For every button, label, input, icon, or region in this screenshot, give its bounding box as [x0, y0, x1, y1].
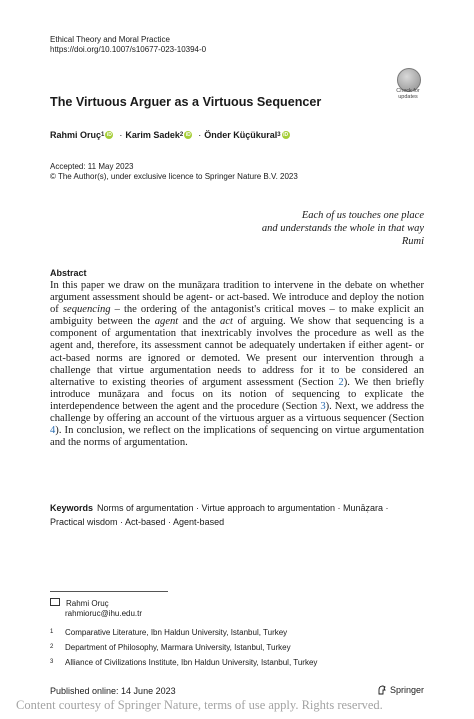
correspondence-name: Rahmi Oruç	[66, 599, 109, 608]
epigraph-line: and understands the whole in that way	[261, 223, 424, 234]
keywords-text: Norms of argumentation · Virtue approach to argumentation · Munāẓara · Practical wisdom · Act-based · Agent-based	[50, 503, 389, 527]
author-name[interactable]: Karim Sadek	[125, 130, 180, 140]
epigraph-attribution: Rumi	[401, 236, 424, 247]
envelope-icon	[50, 598, 60, 606]
author-affiliation-number: 3	[277, 132, 281, 138]
affiliation-number: 3	[50, 659, 54, 665]
correspondence	[50, 598, 109, 609]
footer-notice: Content courtesy of Springer Nature, terms of use apply. Rights reserved.	[16, 698, 383, 712]
journal-name: Ethical Theory and Moral Practice	[50, 35, 170, 44]
article-dates	[50, 162, 298, 182]
keywords	[50, 501, 424, 529]
author-separator: ·	[198, 130, 202, 140]
section-link[interactable]: 2	[338, 376, 344, 388]
affiliation	[50, 643, 291, 652]
author-affiliation-number: 1	[101, 132, 105, 138]
badge-line2: updates	[398, 94, 418, 100]
keywords-label: Keywords	[50, 503, 94, 513]
orcid-icon[interactable]: iD	[185, 132, 191, 138]
affiliation-text: Department of Philosophy, Marmara University, Istanbul, Turkey	[65, 643, 291, 652]
section-link[interactable]: 4	[50, 425, 56, 437]
abstract-text: ). In conclusion, we reflect on the implications of sequencing on virtue argumentation and the norms of argumentation.	[50, 425, 424, 449]
affiliation-number: 2	[50, 644, 54, 650]
abstract-text: ). Next, we address the challenge by offering an account of the virtuous arguer as a virtuous sequencer (Section	[50, 400, 425, 425]
springer-logo	[377, 685, 424, 695]
author-separator: ·	[119, 130, 123, 140]
abstract-text: and the	[178, 316, 221, 328]
author-name[interactable]: Rahmi Oruç	[50, 130, 102, 140]
abstract-text: ). We then briefly introduce munāẓara and focus on its notion of sequencing to explicate the interdependence between the agent and the procedure (Section	[50, 376, 425, 412]
section-link[interactable]: 3	[320, 400, 326, 412]
accepted-date: Accepted: 11 May 2023	[50, 162, 134, 171]
affiliation-text: Comparative Literature, Ibn Haldun University, Istanbul, Turkey	[65, 628, 288, 637]
publisher-name: Springer	[390, 685, 425, 695]
author-list	[50, 130, 293, 140]
affiliation	[50, 658, 317, 667]
affiliation-number: 1	[50, 629, 54, 635]
springer-horse-icon	[377, 685, 387, 695]
abstract-text: – the ordering of the antagonist's critical moves – to make explicit an ambiguity between the	[50, 304, 424, 328]
copyright-notice: © The Author(s), under exclusive licence to Springer Nature B.V. 2023	[50, 172, 298, 181]
abstract-text: of arguing. We show that sequencing is a component of argumentation that inextricably involves the procedure as well as the agent and, therefore, its assessment cannot be adequately undertaken if either agent- or act-based norms are ignored or demoted. We present our intervention through a challenge that virtue argumentation needs to address for it to be considered an alternative to existing theories of argument assessment (Section	[50, 316, 425, 388]
abstract-body	[50, 280, 424, 449]
abstract-heading: Abstract	[50, 268, 87, 278]
published-date: Published online: 14 June 2023	[50, 686, 176, 696]
footnote-divider	[50, 591, 168, 592]
abstract-emphasis: agent	[154, 316, 179, 328]
orcid-icon[interactable]: iD	[106, 132, 112, 138]
affiliation	[50, 628, 287, 637]
abstract-emphasis: sequencing	[62, 304, 111, 316]
journal-doi-link[interactable]: https://doi.org/10.1007/s10677-023-10394-0	[50, 45, 207, 54]
paper-title: The Virtuous Arguer as a Virtuous Sequencer	[50, 95, 322, 109]
abstract-emphasis: act	[220, 316, 233, 328]
badge-line1: Check for	[396, 88, 420, 94]
abstract-text: In this paper we draw on the munāẓara tradition to intervene in the debate on whether argument assessment should be agent- or act-based. We introduce and deploy the notion of	[50, 280, 424, 316]
orcid-icon[interactable]: iD	[283, 132, 289, 138]
author-name[interactable]: Önder Küçükural	[204, 130, 278, 140]
check-for-updates-badge[interactable]	[391, 68, 425, 102]
correspondence-email[interactable]: rahmioruc@ihu.edu.tr	[65, 609, 143, 618]
epigraph	[262, 209, 424, 248]
author-affiliation-number: 2	[179, 132, 184, 138]
epigraph-line: Each of us touches one place	[301, 210, 424, 221]
journal-header	[50, 35, 206, 55]
affiliation-text: Alliance of Civilizations Institute, Ibn Haldun University, Istanbul, Turkey	[65, 658, 318, 667]
